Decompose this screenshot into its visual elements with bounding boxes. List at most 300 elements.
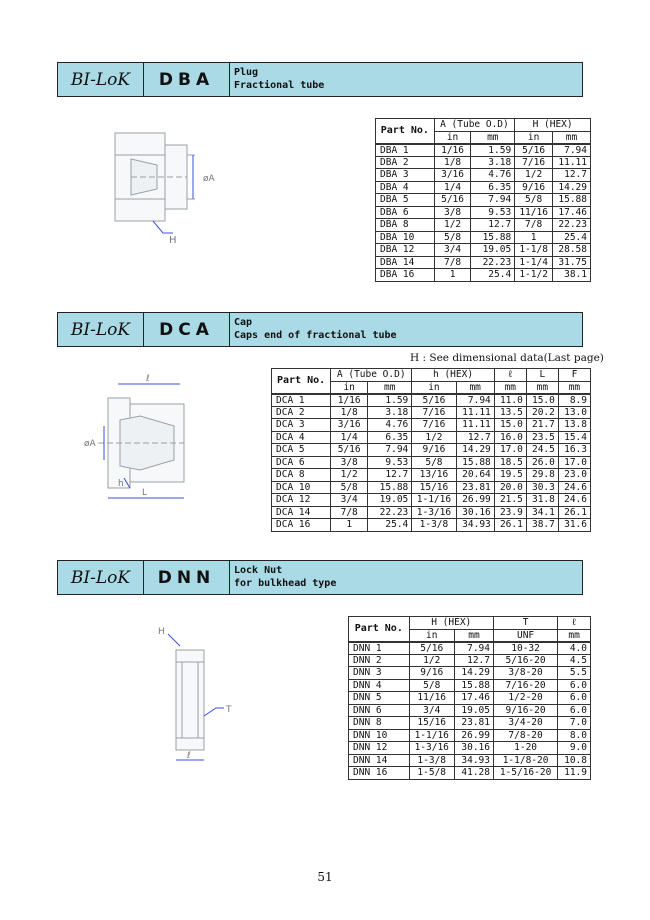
part-number-cell: DBA 5 — [376, 194, 435, 207]
part-number-cell: DBA 2 — [376, 156, 435, 169]
header-thread: T — [493, 617, 557, 630]
table-cell: 38.1 — [553, 269, 591, 282]
part-number-cell: DBA 16 — [376, 269, 435, 282]
table-cell: 4.76 — [368, 419, 412, 432]
table-row — [349, 679, 591, 692]
table-cell: 1/2 — [412, 431, 456, 444]
table-cell: 6.0 — [558, 704, 591, 717]
table-cell: 21.7 — [526, 419, 558, 432]
table-cell: 15/16 — [409, 717, 454, 730]
part-number-cell: DBA 14 — [376, 256, 435, 269]
description-line: Lock Nut — [234, 565, 283, 576]
section-header-dca — [57, 312, 583, 347]
table-row — [349, 742, 591, 755]
table-cell: 1/16 — [434, 144, 471, 157]
table-row — [376, 156, 591, 169]
header-l: L — [526, 369, 558, 382]
table-cell: 12.7 — [454, 654, 493, 667]
part-number-cell: DCA 6 — [272, 456, 331, 469]
table-row — [349, 642, 591, 655]
header-tube-od: A (Tube O.D) — [434, 119, 514, 132]
part-number-cell: DCA 4 — [272, 431, 331, 444]
table-cell: 22.23 — [471, 256, 515, 269]
table-cell: 1-20 — [493, 742, 557, 755]
table-cell: 7/8 — [434, 256, 471, 269]
table-cell: 3/8-20 — [493, 667, 557, 680]
table-cell: 3/4-20 — [493, 717, 557, 730]
table-cell: 30.16 — [456, 506, 494, 519]
unit-header: in — [434, 131, 471, 144]
plug-technical-drawing — [95, 125, 235, 255]
table-cell: 38.7 — [526, 519, 558, 532]
part-number-cell: DCA 1 — [272, 394, 331, 407]
table-cell: 1-1/8-20 — [493, 754, 557, 767]
part-number-cell: DBA 4 — [376, 181, 435, 194]
header-hex: H (HEX) — [515, 119, 591, 132]
header-tube-od: A (Tube O.D) — [331, 369, 412, 382]
table-row — [376, 144, 591, 157]
table-cell: 11.11 — [456, 419, 494, 432]
table-cell: 5/8 — [412, 456, 456, 469]
table-cell: 30.3 — [526, 481, 558, 494]
part-number-cell: DBA 8 — [376, 219, 435, 232]
svg-text:ℓ: ℓ — [146, 374, 150, 384]
table-cell: 17.0 — [494, 444, 526, 457]
header-part-no: Part No. — [272, 369, 331, 394]
table-cell: 3/8 — [434, 206, 471, 219]
table-cell: 1.59 — [368, 394, 412, 407]
table-cell: 15.0 — [494, 419, 526, 432]
table-cell: 15.88 — [368, 481, 412, 494]
table-row — [272, 519, 591, 532]
table-row — [349, 754, 591, 767]
table-cell: 29.8 — [526, 469, 558, 482]
table-cell: 24.6 — [558, 481, 590, 494]
table-cell: 7/8 — [331, 506, 368, 519]
table-cell: 30.16 — [454, 742, 493, 755]
header-part-no: Part No. — [376, 119, 435, 144]
table-cell: 20.2 — [526, 406, 558, 419]
brand-logo: BI-LoK — [58, 63, 144, 96]
description-line: for bulkhead type — [234, 578, 337, 589]
table-cell: 1 — [515, 231, 553, 244]
table-cell: 4.0 — [558, 642, 591, 655]
table-cell: 5/8 — [331, 481, 368, 494]
part-number-cell: DNN 2 — [349, 654, 410, 667]
table-cell: 5/16 — [331, 444, 368, 457]
table-cell: 7/16 — [412, 406, 456, 419]
table-cell: 20.0 — [494, 481, 526, 494]
dimension-label — [186, 751, 191, 761]
unit-header: mm — [526, 381, 558, 394]
part-number-cell: DCA 12 — [272, 494, 331, 507]
table-cell: 13.5 — [494, 406, 526, 419]
table-cell: 9.53 — [471, 206, 515, 219]
part-number-cell: DBA 1 — [376, 144, 435, 157]
part-number-cell: DNN 8 — [349, 717, 410, 730]
part-number-cell: DCA 8 — [272, 469, 331, 482]
table-cell: 3/4 — [331, 494, 368, 507]
table-cell: 5/16-20 — [493, 654, 557, 667]
table-cell: 26.1 — [558, 506, 590, 519]
table-cell: 8.0 — [558, 729, 591, 742]
section-header-dnn — [57, 560, 583, 595]
part-number-cell: DNN 16 — [349, 767, 410, 780]
table-row — [272, 444, 591, 457]
table-cell: 1/4 — [434, 181, 471, 194]
table-row — [376, 219, 591, 232]
table-cell: 11.11 — [456, 406, 494, 419]
part-number-cell: DNN 14 — [349, 754, 410, 767]
table-cell: 25.4 — [471, 269, 515, 282]
dimension-label — [169, 235, 177, 246]
table-cell: 3/16 — [331, 419, 368, 432]
table-cell: 9/16-20 — [493, 704, 557, 717]
table-cell: 16.3 — [558, 444, 590, 457]
table-row — [272, 506, 591, 519]
table-cell: 9/16 — [515, 181, 553, 194]
table-cell: 8.9 — [558, 394, 590, 407]
table-cell: 3/4 — [434, 244, 471, 257]
dimension-note: H : See dimensional data(Last page) — [410, 352, 604, 364]
table-cell: 34.93 — [456, 519, 494, 532]
table-cell: 26.0 — [526, 456, 558, 469]
table-cell: 9/16 — [409, 667, 454, 680]
table-cell: 1-3/16 — [412, 506, 456, 519]
description-line: Cap — [234, 317, 253, 328]
table-cell: 12.7 — [471, 219, 515, 232]
unit-header: mm — [454, 629, 493, 642]
table-cell: 12.7 — [368, 469, 412, 482]
header-hex: H (HEX) — [409, 617, 493, 630]
table-cell: 22.23 — [368, 506, 412, 519]
table-cell: 7.0 — [558, 717, 591, 730]
table-cell: 10.8 — [558, 754, 591, 767]
dimension-label — [145, 374, 150, 384]
table-cell: 15.4 — [558, 431, 590, 444]
table-cell: 7/16 — [412, 419, 456, 432]
table-cell: 6.35 — [471, 181, 515, 194]
unit-header: mm — [456, 381, 494, 394]
table-cell: 15/16 — [412, 481, 456, 494]
table-cell: 13.8 — [558, 419, 590, 432]
cap-technical-drawing — [78, 370, 218, 510]
table-cell: 17.0 — [558, 456, 590, 469]
part-number-cell: DCA 14 — [272, 506, 331, 519]
table-cell: 3/16 — [434, 169, 471, 182]
table-row — [376, 231, 591, 244]
table-cell: 6.0 — [558, 692, 591, 705]
table-cell: 4.76 — [471, 169, 515, 182]
part-number-cell: DNN 12 — [349, 742, 410, 755]
part-number-cell: DCA 3 — [272, 419, 331, 432]
unit-header: in — [515, 131, 553, 144]
table-cell: 11.9 — [558, 767, 591, 780]
product-code: DNN — [144, 561, 230, 594]
table-cell: 31.6 — [558, 519, 590, 532]
dimension-label — [118, 479, 124, 489]
table-cell: 1-3/8 — [409, 754, 454, 767]
table-cell: 1-1/4 — [515, 256, 553, 269]
table-cell: 1-1/8 — [515, 244, 553, 257]
svg-text:ℓ: ℓ — [187, 751, 191, 761]
table-cell: 3/8 — [331, 456, 368, 469]
brand-logo: BI-LoK — [58, 313, 144, 346]
table-row — [272, 494, 591, 507]
dimension-label — [142, 488, 147, 498]
svg-text:H: H — [169, 235, 177, 246]
table-cell: 6.35 — [368, 431, 412, 444]
table-cell: 14.29 — [454, 667, 493, 680]
table-row — [376, 256, 591, 269]
table-cell: 9/16 — [412, 444, 456, 457]
part-number-cell: DBA 12 — [376, 244, 435, 257]
table-cell: 19.05 — [471, 244, 515, 257]
spec-table-dca — [271, 368, 591, 532]
table-cell: 5/16 — [412, 394, 456, 407]
svg-text:H: H — [158, 627, 165, 637]
table-cell: 1-1/16 — [412, 494, 456, 507]
table-cell: 1-3/8 — [412, 519, 456, 532]
svg-text:øA: øA — [203, 174, 215, 184]
table-cell: 15.0 — [526, 394, 558, 407]
table-row — [272, 431, 591, 444]
description-line: Fractional tube — [234, 80, 325, 91]
part-number-cell: DBA 6 — [376, 206, 435, 219]
description-line: Plug — [234, 67, 259, 78]
table-cell: 1 — [331, 519, 368, 532]
table-cell: 7/16-20 — [493, 679, 557, 692]
dimension-label — [203, 174, 216, 184]
table-cell: 17.46 — [553, 206, 591, 219]
table-cell: 19.05 — [368, 494, 412, 507]
table-cell: 1/2 — [331, 469, 368, 482]
table-row — [349, 717, 591, 730]
table-cell: 1-5/16-20 — [493, 767, 557, 780]
table-cell: 16.0 — [494, 431, 526, 444]
part-number-cell: DNN 1 — [349, 642, 410, 655]
unit-header: UNF — [493, 629, 557, 642]
unit-header: mm — [558, 629, 591, 642]
table-cell: 1.59 — [471, 144, 515, 157]
header-l-small: ℓ — [494, 369, 526, 382]
table-cell: 23.9 — [494, 506, 526, 519]
table-cell: 14.29 — [553, 181, 591, 194]
table-cell: 15.88 — [454, 679, 493, 692]
part-number-cell: DNN 6 — [349, 704, 410, 717]
description-line: Caps end of fractional tube — [234, 330, 397, 341]
spec-table-dba — [375, 118, 591, 282]
table-cell: 1/16 — [331, 394, 368, 407]
table-cell: 22.23 — [553, 219, 591, 232]
table-row — [376, 206, 591, 219]
table-cell: 23.5 — [526, 431, 558, 444]
page-number: 51 — [317, 870, 333, 884]
table-cell: 7.94 — [368, 444, 412, 457]
table-cell: 5/8 — [515, 194, 553, 207]
table-row — [376, 244, 591, 257]
unit-header: mm — [553, 131, 591, 144]
table-cell: 9.53 — [368, 456, 412, 469]
table-cell: 1-1/16 — [409, 729, 454, 742]
table-cell: 15.88 — [553, 194, 591, 207]
table-cell: 26.1 — [494, 519, 526, 532]
unit-header: mm — [558, 381, 590, 394]
dimension-label — [158, 627, 165, 637]
table-cell: 26.99 — [456, 494, 494, 507]
svg-text:h: h — [118, 479, 124, 489]
table-cell: 3/4 — [409, 704, 454, 717]
part-number-cell: DNN 5 — [349, 692, 410, 705]
unit-header: in — [331, 381, 368, 394]
table-cell: 15.88 — [456, 456, 494, 469]
table-row — [272, 394, 591, 407]
table-cell: 25.4 — [553, 231, 591, 244]
table-cell: 17.46 — [454, 692, 493, 705]
table-cell: 20.64 — [456, 469, 494, 482]
table-row — [272, 419, 591, 432]
unit-header: in — [409, 629, 454, 642]
spec-table-dnn — [348, 616, 591, 780]
table-cell: 1-3/16 — [409, 742, 454, 755]
table-cell: 7/8 — [515, 219, 553, 232]
table-cell: 31.75 — [553, 256, 591, 269]
table-cell: 5/16 — [434, 194, 471, 207]
table-row — [376, 169, 591, 182]
table-cell: 7.94 — [471, 194, 515, 207]
product-code: DCA — [144, 313, 230, 346]
table-cell: 7.94 — [553, 144, 591, 157]
table-cell: 12.7 — [553, 169, 591, 182]
product-description — [230, 313, 397, 346]
table-cell: 21.5 — [494, 494, 526, 507]
table-cell: 23.81 — [456, 481, 494, 494]
table-cell: 11/16 — [409, 692, 454, 705]
part-number-cell: DNN 10 — [349, 729, 410, 742]
table-cell: 18.5 — [494, 456, 526, 469]
table-row — [272, 469, 591, 482]
part-number-cell: DCA 5 — [272, 444, 331, 457]
table-row — [376, 194, 591, 207]
table-cell: 11.11 — [553, 156, 591, 169]
brand-logo: BI-LoK — [58, 561, 144, 594]
table-row — [272, 456, 591, 469]
dimension-label — [84, 439, 97, 449]
table-cell: 9.0 — [558, 742, 591, 755]
table-cell: 1/2-20 — [493, 692, 557, 705]
table-cell: 5/16 — [515, 144, 553, 157]
table-cell: 34.1 — [526, 506, 558, 519]
table-cell: 24.6 — [558, 494, 590, 507]
unit-header: mm — [471, 131, 515, 144]
table-cell: 1/2 — [434, 219, 471, 232]
part-number-cell: DCA 10 — [272, 481, 331, 494]
table-row — [349, 692, 591, 705]
table-cell: 7.94 — [454, 642, 493, 655]
table-cell: 19.05 — [454, 704, 493, 717]
table-row — [272, 481, 591, 494]
svg-text:L: L — [142, 488, 148, 498]
part-number-cell: DCA 16 — [272, 519, 331, 532]
table-cell: 1/2 — [515, 169, 553, 182]
header-l-small: ℓ — [558, 617, 591, 630]
table-cell: 26.99 — [454, 729, 493, 742]
table-cell: 1-1/2 — [515, 269, 553, 282]
unit-header: mm — [494, 381, 526, 394]
table-cell: 25.4 — [368, 519, 412, 532]
header-f: F — [558, 369, 590, 382]
table-cell: 19.5 — [494, 469, 526, 482]
table-cell: 12.7 — [456, 431, 494, 444]
table-cell: 6.0 — [558, 679, 591, 692]
table-cell: 13/16 — [412, 469, 456, 482]
table-row — [349, 704, 591, 717]
table-cell: 1/2 — [409, 654, 454, 667]
table-row — [376, 181, 591, 194]
part-number-cell: DBA 3 — [376, 169, 435, 182]
table-row — [349, 654, 591, 667]
table-cell: 7/8-20 — [493, 729, 557, 742]
product-description — [230, 63, 324, 96]
product-description — [230, 561, 336, 594]
table-cell: 10-32 — [493, 642, 557, 655]
table-cell: 4.5 — [558, 654, 591, 667]
lock-nut-technical-drawing — [150, 620, 260, 770]
table-cell: 23.81 — [454, 717, 493, 730]
part-number-cell: DNN 4 — [349, 679, 410, 692]
table-row — [349, 667, 591, 680]
table-cell: 5/16 — [409, 642, 454, 655]
unit-header: mm — [368, 381, 412, 394]
table-cell: 15.88 — [471, 231, 515, 244]
table-row — [349, 767, 591, 780]
table-row — [376, 269, 591, 282]
table-cell: 5.5 — [558, 667, 591, 680]
svg-text:T: T — [226, 705, 232, 715]
table-cell: 3.18 — [471, 156, 515, 169]
part-number-cell: DNN 3 — [349, 667, 410, 680]
header-hex: h (HEX) — [412, 369, 495, 382]
table-cell: 24.5 — [526, 444, 558, 457]
part-number-cell: DCA 2 — [272, 406, 331, 419]
table-cell: 7/16 — [515, 156, 553, 169]
table-cell: 1-5/8 — [409, 767, 454, 780]
table-cell: 13.0 — [558, 406, 590, 419]
unit-header: in — [412, 381, 456, 394]
section-header-dba — [57, 62, 583, 97]
table-cell: 5/8 — [409, 679, 454, 692]
dimension-label — [225, 705, 232, 715]
table-cell: 1/8 — [331, 406, 368, 419]
table-cell: 5/8 — [434, 231, 471, 244]
table-cell: 7.94 — [456, 394, 494, 407]
table-row — [272, 406, 591, 419]
table-cell: 11.0 — [494, 394, 526, 407]
table-cell: 34.93 — [454, 754, 493, 767]
table-cell: 11/16 — [515, 206, 553, 219]
part-number-cell: DBA 10 — [376, 231, 435, 244]
table-cell: 41.28 — [454, 767, 493, 780]
table-cell: 31.8 — [526, 494, 558, 507]
svg-text:øA: øA — [84, 439, 96, 449]
product-code: DBA — [144, 63, 230, 96]
table-cell: 23.0 — [558, 469, 590, 482]
table-cell: 28.58 — [553, 244, 591, 257]
table-cell: 1/4 — [331, 431, 368, 444]
header-part-no: Part No. — [349, 617, 410, 642]
table-cell: 14.29 — [456, 444, 494, 457]
table-cell: 3.18 — [368, 406, 412, 419]
